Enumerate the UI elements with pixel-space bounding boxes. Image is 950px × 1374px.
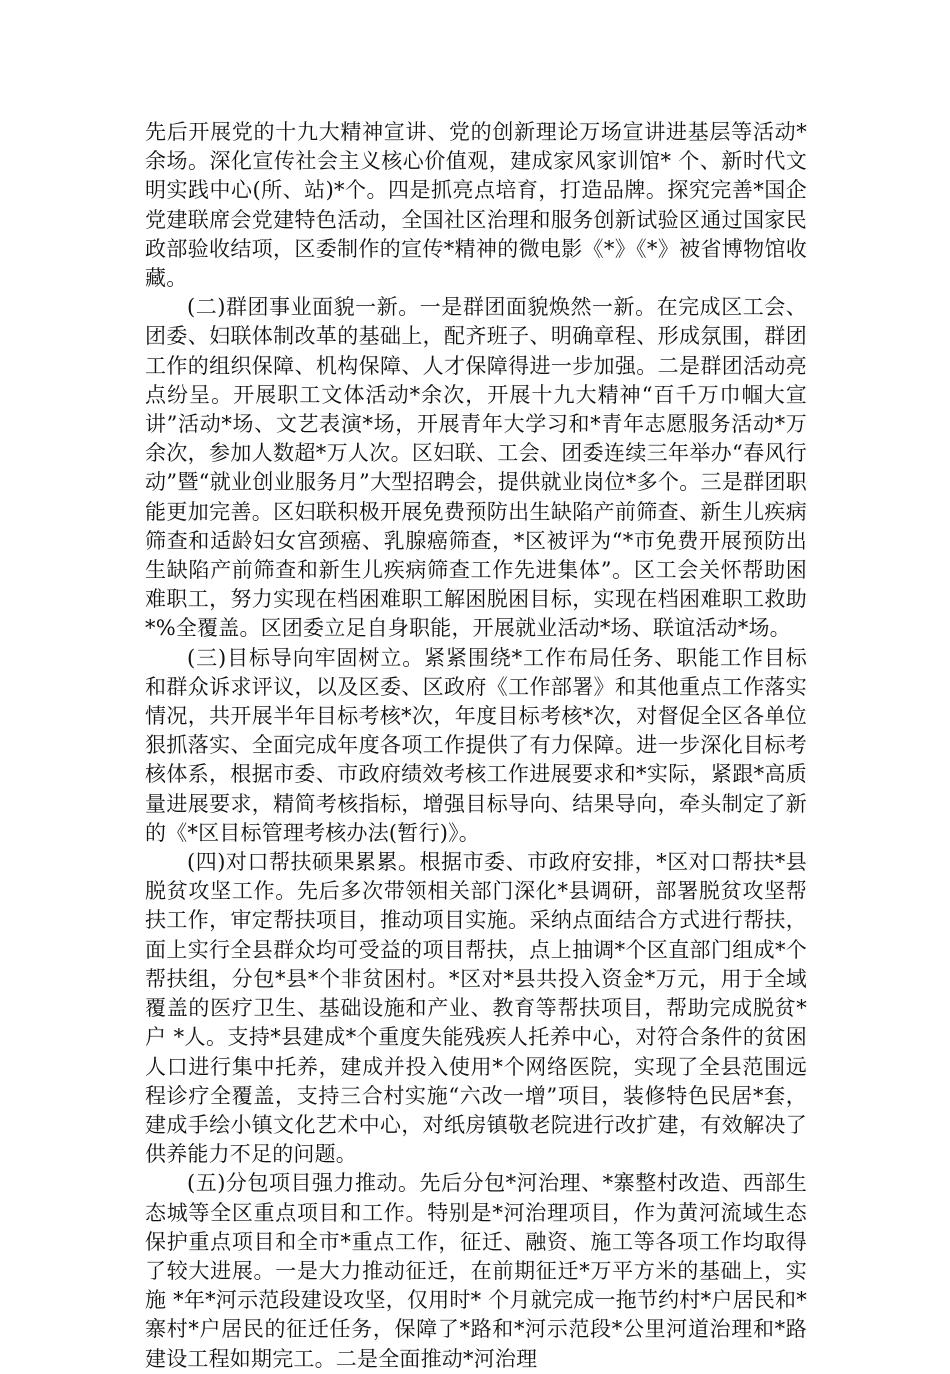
paragraph-2: (二)群团事业面貌一新。一是群团面貌焕然一新。在完成区工会、团委、妇联体制改革的基础上，配齐班子、明确章程、形成氛围，群团工作的组织保障、机构保障、人才保障得进一步加强。二是群团活动亮点纷呈。开展职工文体活动*余次，开展十九大精神“百千万巾帼大宣讲”活动*场、文艺表演*场，开展青年大学习和*青年志愿服务活动*万余次，参加人数超*万人次。区妇联、工会、团委连续三年举办“春风行动”暨“就业创业服务月”大型招聘会，提供就业岗位*多个。三是群团职能更加完善。区妇联积极开展免费预防出生缺陷产前筛查、新生儿疾病筛查和适龄妇女宫颈癌、乳腺癌筛查，*区被评为“*市免费开展预防出生缺陷产前筛查和新生儿疾病筛查工作先进集体”。区工会关怀帮助困难职工，努力实现在档困难职工解困脱困目标，实现在档困难职工救助*%全覆盖。区团委立足自身职能，开展就业活动*场、联谊活动*场。 (145, 295, 807, 641)
paragraph-5: (五)分包项目强力推动。先后分包*河治理、*寨整村改造、西部生态城等全区重点项目和工作。特别是*河治理项目，作为黄河流域生态保护重点项目和全市*重点工作，征迁、融资、施工等各项工作均取得了较大进展。一是大力推动征迁，在前期征迁*万平方米的基础上，实施 *年*河示范段建设攻坚，仅用时* 个月就完成一拖节约村*户居民和*寨村*户居民的征迁任务，保障了*路和*河示范段*公里河道治理和*路建设工程如期完工。二是全面推动*河治理 (145, 1171, 807, 1371)
document-body (145, 118, 807, 1374)
paragraph-1: 先后开展党的十九大精神宣讲、党的创新理论万场宣讲进基层等活动* 余场。深化宣传社会主义核心价值观，建成家风家训馆* 个、新时代文明实践中心(所、站)*个。四是抓亮点培育，打造品牌。探究完善*国企党建联席会党建特色活动，全国社区治理和服务创新试验区通过国家民政部验收结项，区委制作的宣传*精神的微电影《*》《*》被省博物馆收藏。 (145, 120, 807, 291)
paragraph-3: (三)目标导向牢固树立。紧紧围绕*工作布局任务、职能工作目标和群众诉求评议，以及区委、区政府《工作部署》和其他重点工作落实情况，共开展半年目标考核*次，年度目标考核*次，对督促全区各单位狠抓落实、全面完成年度各项工作提供了有力保障。进一步深化目标考核体系，根据市委、市政府绩效考核工作进展要求和*实际，紧跟*高质量进展要求，精简考核指标，增强目标导向、结果导向，牵头制定了新的《*区目标管理考核办法(暂行)》。 (145, 645, 807, 845)
paragraph-4: (四)对口帮扶硕果累累。根据市委、市政府安排，*区对口帮扶*县脱贫攻坚工作。先后多次带领相关部门深化*县调研，部署脱贫攻坚帮扶工作，审定帮扶项目，推动项目实施。采纳点面结合方式进行帮扶，面上实行全县群众均可受益的项目帮扶，点上抽调*个区直部门组成*个帮扶组，分包*县*个非贫困村。*区对*县共投入资金*万元，用于全域覆盖的医疗卫生、基础设施和产业、教育等帮扶项目，帮助完成脱贫*户 *人。支持*县建成*个重度失能残疾人托养中心，对符合条件的贫困人口进行集中托养，建成并投入使用*个网络医院，实现了全县范围远程诊疗全覆盖，支持三合村实施“六改一增”项目，装修特色民居*套，建成手绘小镇文化艺术中心，对纸房镇敬老院进行改扩建，有效解决了供养能力不足的问题。 (145, 850, 807, 1167)
